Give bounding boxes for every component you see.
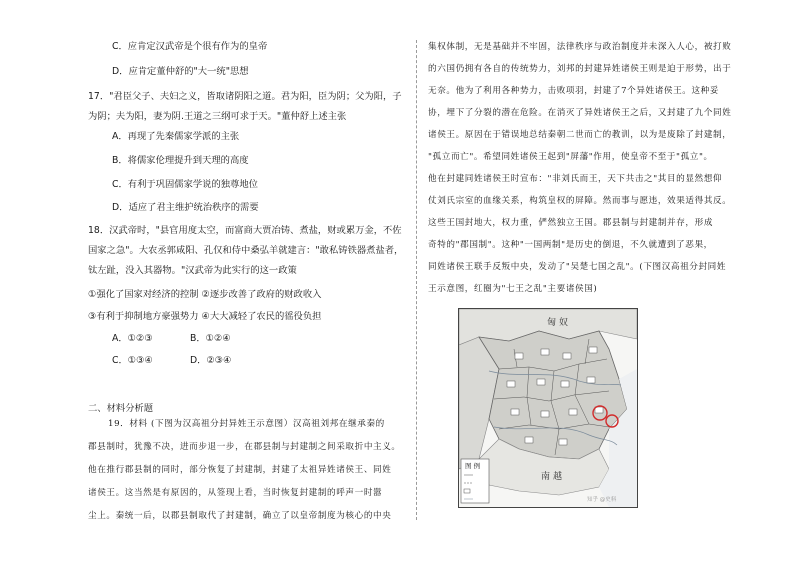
q18-option-c: C．①③④ xyxy=(112,355,153,366)
right-line-12: 王示意图，红圈为"七王之乱"主要诸侯国) xyxy=(428,284,598,294)
q17-stem-line2: 为阴；夫为阳，妻为阴.王道之三纲可求于天。"董仲舒上述主张 xyxy=(88,111,347,122)
right-line-9: 这些王国封地大，权力重，俨然独立王国。郡县制与封建制并存，形成 xyxy=(428,218,714,228)
han-fief-map xyxy=(458,308,638,508)
map-label-xiong: 匈 xyxy=(547,318,557,328)
q19-line-1: 19．材料 (下图为汉高祖分封异姓王示意图）汉高祖刘邦在继承秦的 xyxy=(108,419,385,429)
q16-option-c: C．应肯定汉武帝是个很有作为的皇帝 xyxy=(112,41,268,52)
q17-option-c: C．有利于巩固儒家学说的独尊地位 xyxy=(112,179,258,190)
q17-stem-line1: 17．"君臣父子、夫妇之义，皆取诸阴阳之道。君为阳，臣为阴；父为阳，子 xyxy=(88,91,402,102)
q19-line-3: 他在推行郡县制的同时，部分恢复了封建制，封建了太祖异姓诸侯王、同姓 xyxy=(88,465,392,475)
q17-option-b: B．将儒家伦理提升到天理的高度 xyxy=(112,155,249,166)
right-line-7: 他在封建同姓诸侯王时宣布："非刘氏而王，天下共击之"其目的显然想仰 xyxy=(428,174,723,184)
map-label-yue: 越 xyxy=(553,472,563,482)
map-label-nan: 南 xyxy=(541,472,551,482)
right-line-6: "孤立而亡"。希望同姓诸侯王起到"屏藩"作用，使皇帝不至于"孤立"。 xyxy=(428,152,713,162)
q17-option-a: A．再现了先秦儒家学派的主张 xyxy=(112,131,240,142)
q19-line-5: 尘上。秦统一后，以郡县制取代了封建制，确立了以皇帝制度为核心的中央 xyxy=(88,511,392,521)
right-line-11: 同姓诸侯王联手反叛中央，发动了"吴楚七国之乱"。(下图汉高祖分封同姓 xyxy=(428,262,727,272)
q18-statements-line2: ③有利于抑制地方豪强势力 ④大大减轻了农民的徭役负担 xyxy=(88,311,322,322)
map-watermark: 知乎 @史料 xyxy=(587,497,617,503)
right-line-5: 诸侯王。原因在于错误地总结秦朝二世而亡的教训，以为是废除了封建制， xyxy=(428,130,732,140)
map-legend-title: 图 例 xyxy=(465,462,481,470)
q18-option-a: A．①②③ xyxy=(112,333,153,344)
right-line-8: 仗刘氏宗室的血缘关系，构筑皇权的屏障。然而事与愿违，效果适得其反。 xyxy=(428,196,732,206)
column-divider xyxy=(416,40,417,520)
q18-option-b: B．①②④ xyxy=(190,333,231,344)
map-label-nu: 奴 xyxy=(559,318,569,328)
q19-line-2: 郡县制时，犹豫不决，进而步退一步，在郡县制与封建制之间采取折中主义。 xyxy=(88,442,401,452)
q18-stem-line2: 国家之急"。大农丞郭咸阳、孔仅和侍中桑弘羊就建言："敢私铸铁器煮盐者， xyxy=(88,245,404,256)
right-line-10: 奇特的"郡国制"。这种"一国两制"是历史的倒退，不久就遭到了恶果， xyxy=(428,240,713,250)
q16-option-d: D．应肯定董仲舒的"大一统"思想 xyxy=(112,66,249,77)
q18-statements-line1: ①强化了国家对经济的控制 ②逐步改善了政府的财政收入 xyxy=(88,289,322,300)
map-illustration xyxy=(459,309,637,507)
q19-line-4: 诸侯王。这当然是有原因的，从签现上看，当时恢复封建制的呼声一时嚣 xyxy=(88,488,383,498)
q18-option-d: D．②③④ xyxy=(190,355,232,366)
q18-stem-line1: 18．汉武帝时，"县官用度太空，而富商大贾冶铸、煮盐，财或累万金，不佐 xyxy=(88,225,402,236)
right-line-1: 集权体制，无是基础并不牢固，法律秩序与政治制度并未深入人心，被打败 xyxy=(428,42,732,52)
q17-option-d: D．适应了君主维护统治秩序的需要 xyxy=(112,202,259,213)
right-line-4: 协，埋下了分裂的潜在危险。在消灭了异姓诸侯王之后，又封建了九个同姓 xyxy=(428,108,732,118)
right-line-2: 的六国仍拥有各自的传统势力，刘邦的封建异姓诸侯王则是迫于形势，出于 xyxy=(428,64,732,74)
q18-stem-line3: 钛左趾，没入其器物。"汉武帝为此实行的这一政策 xyxy=(88,265,297,276)
section-title: 二、材料分析题 xyxy=(88,403,154,414)
right-line-3: 无奈。他为了利用各种势力，击败项羽，封建了7个异姓诸侯王。这种妥 xyxy=(428,86,720,96)
